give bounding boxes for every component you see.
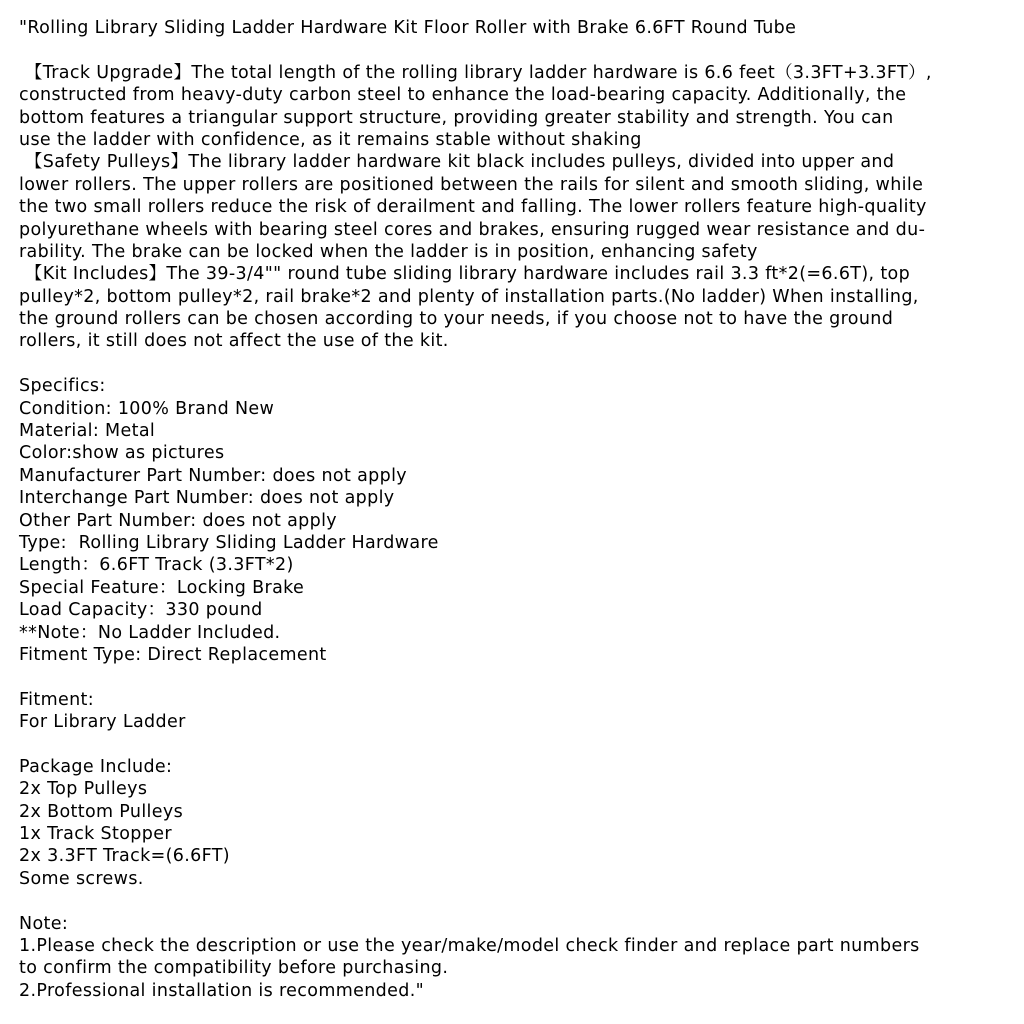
description-block bbox=[19, 62, 1009, 353]
specifics-item: Material: Metal bbox=[19, 421, 156, 442]
note-heading: Note: bbox=[19, 913, 69, 934]
spacer bbox=[19, 353, 1009, 375]
package-heading: Package Include: bbox=[19, 756, 173, 777]
document-title: "Rolling Library Sliding Ladder Hardware Kit Floor Roller with Brake 6.6FT Round Tube bbox=[19, 18, 797, 38]
package-section bbox=[19, 756, 1009, 890]
fitment-heading: Fitment: bbox=[19, 689, 94, 710]
description-line: the two small rollers reduce the risk of derailment and falling. The lower rollers feature high-quality bbox=[19, 197, 927, 218]
specifics-item: Length：6.6FT Track (3.3FT*2) bbox=[19, 555, 294, 576]
package-item: Some screws. bbox=[19, 868, 144, 889]
description-line: 【Kit Includes】The 39-3/4"" round tube sliding library hardware includes rail 3.3 ft*2(=6.6T), top bbox=[19, 264, 911, 285]
package-item: 2x Bottom Pulleys bbox=[19, 801, 184, 822]
specifics-item: **Note：No Ladder Included. bbox=[19, 622, 281, 643]
spacer bbox=[19, 666, 1009, 688]
description-line: rollers, it still does not affect the use of the kit. bbox=[19, 331, 449, 352]
specifics-item: Type: Rolling Library Sliding Ladder Hardware bbox=[19, 532, 439, 553]
description-line: 【Track Upgrade】The total length of the rolling library ladder hardware is 6.6 feet（3.3FT+3.3FT）, bbox=[19, 62, 932, 83]
description-line: bottom features a triangular support structure, providing greater stability and strength. You can bbox=[19, 107, 894, 128]
package-item: 2x 3.3FT Track=(6.6FT) bbox=[19, 846, 230, 867]
specifics-heading: Specifics: bbox=[19, 376, 106, 397]
note-section bbox=[19, 913, 1009, 1003]
specifics-item: Special Feature：Locking Brake bbox=[19, 577, 305, 598]
description-line: constructed from heavy-duty carbon steel to enhance the load-bearing capacity. Additionally, the bbox=[19, 85, 907, 106]
package-item: 1x Track Stopper bbox=[19, 824, 172, 845]
specifics-item: Other Part Number: does not apply bbox=[19, 510, 338, 531]
specifics-item: Load Capacity：330 pound bbox=[19, 600, 263, 621]
note-line: 2.Professional installation is recommended." bbox=[19, 980, 425, 1001]
specifics-item: Color:show as pictures bbox=[19, 443, 225, 464]
specifics-item: Fitment Type: Direct Replacement bbox=[19, 644, 327, 665]
fitment-item: For Library Ladder bbox=[19, 712, 186, 733]
spacer bbox=[19, 890, 1009, 912]
package-item: 2x Top Pulleys bbox=[19, 779, 148, 800]
description-line: lower rollers. The upper rollers are positioned between the rails for silent and smooth sliding, while bbox=[19, 174, 924, 195]
specifics-item: Interchange Part Number: does not apply bbox=[19, 488, 395, 509]
note-line: 1.Please check the description or use the year/make/model check finder and replace part numbers bbox=[19, 936, 920, 957]
note-line: to confirm the compatibility before purchasing. bbox=[19, 958, 449, 979]
description-line: polyurethane wheels with bearing steel cores and brakes, ensuring rugged wear resistance and du- bbox=[19, 219, 926, 240]
specifics-section bbox=[19, 375, 1009, 666]
spacer bbox=[19, 734, 1009, 756]
description-line: use the ladder with confidence, as it remains stable without shaking bbox=[19, 129, 642, 150]
description-line: rability. The brake can be locked when the ladder is in position, enhancing safety bbox=[19, 241, 758, 262]
specifics-item: Condition: 100% Brand New bbox=[19, 398, 275, 419]
description-line: 【Safety Pulleys】The library ladder hardware kit black includes pulleys, divided into upper and bbox=[19, 152, 895, 173]
product-description-document bbox=[19, 17, 1009, 1002]
fitment-section bbox=[19, 689, 1009, 734]
specifics-item: Manufacturer Part Number: does not apply bbox=[19, 465, 408, 486]
description-line: the ground rollers can be chosen according to your needs, if you choose not to have the ground bbox=[19, 309, 894, 330]
description-line: pulley*2, bottom pulley*2, rail brake*2 and plenty of installation parts.(No ladder) When installing, bbox=[19, 286, 919, 307]
